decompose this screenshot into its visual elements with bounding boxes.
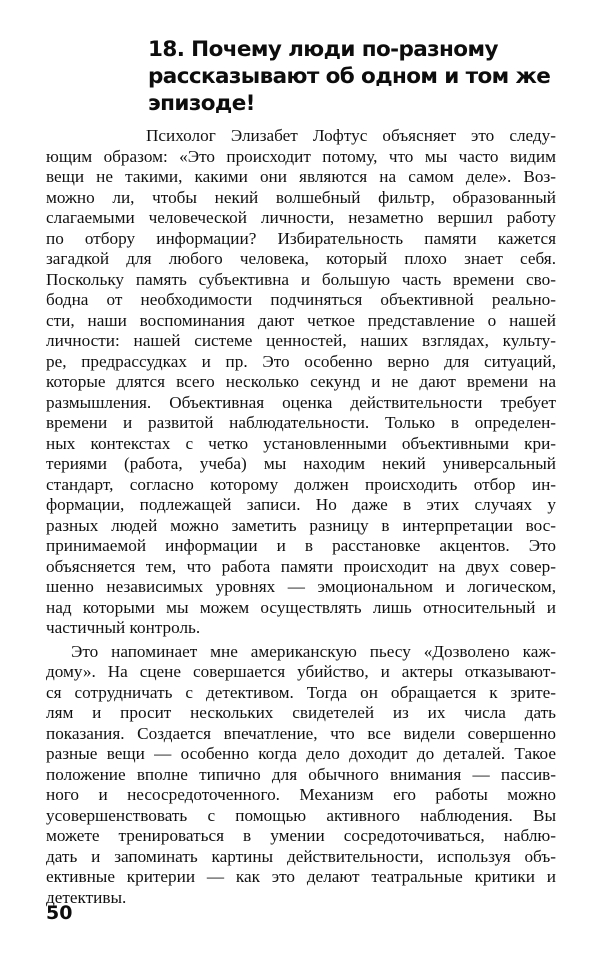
text-line: стандарт, согласно которому должен происходить отбор ин- [46,474,556,494]
text-line: ся сотрудничать с детективом. Тогда он обращается к зрите- [46,682,556,702]
text-line: можно ли, чтобы некий волшебный фильтр, образованный [46,187,556,207]
page-number: 50 [46,902,73,924]
text-line: загадкой для любого человека, который плохо знает себя. [46,249,556,268]
heading-line: 18. Почему люди по-разному [148,37,498,62]
text-line: ющим образом: «Это происходит потому, что мы часто видим [46,146,556,166]
text-line: положение вполне типично для обычного внимания — пассив- [46,764,556,784]
text-line: дать и запоминать картины действительности, используя объ- [46,846,556,866]
text-line: над которыми мы можем осуществлять лишь относительный и [46,597,556,617]
text-line: териями (работа, учеба) мы находим некий универсальный [46,454,556,473]
text-line: лям и просит нескольких свидетелей из их числа дать [46,703,556,722]
text-line: частичный контроль. [46,618,201,637]
text-line: ективные критерии — как это делают театральные критики и [46,867,556,886]
text-line: шенно независимых уровнях — эмоциональном и логическом, [46,577,556,596]
text-line: слагаемыми человеческой личности, незаметно вершил работу [46,208,556,227]
text-line: Психолог Элизабет Лофтус объясняет это следу- [146,126,556,145]
text-line: Поскольку память субъективна и большую часть времени сво- [46,269,556,289]
text-line: сти, наши воспоминания дают четкое представление о нашей [46,310,556,330]
text-line: можете тренироваться в умении сосредоточиваться, наблю- [46,826,556,845]
text-line: ного и несосредоточенного. Механизм его работы можно [46,785,556,804]
text-line: детективы. [46,887,127,907]
text-line: личности: нашей системе ценностей, наших взглядах, культу- [46,331,556,350]
body-text [46,126,556,908]
text-line: Это напоминает мне американскую пьесу «Дозволено каж- [71,641,556,661]
text-line: бодна от необходимости подчиняться объективной реально- [46,290,556,309]
section-heading [148,36,551,117]
paragraph-1 [46,126,556,639]
text-line: размышления. Объективная оценка действительности требует [46,392,556,412]
text-line: которые длятся всего несколько секунд и не дают времени на [46,372,556,391]
heading-line: рассказывают об одном и том же [148,64,551,89]
text-line: усовершенствовать с помощью активного наблюдения. Вы [46,805,556,825]
text-line: формации, подлежащей записи. Но даже в этих случаях у [46,495,556,514]
text-line: ных контекстах с четко установленными объективными кри- [46,433,556,453]
text-line: времени и развитой наблюдательности. Только в определен- [46,413,556,432]
text-line: принимаемой информации и в расстановке акцентов. Это [46,536,556,555]
text-line: разные вещи — особенно когда дело доходит до деталей. Такое [46,744,556,763]
paragraph-2 [46,642,556,909]
text-line: ре, предрассудках и пр. Это особенно верно для ситуаций, [46,351,556,371]
text-line: вещи не такими, какими они являются на самом деле». Воз- [46,167,556,186]
text-line: показания. Создается впечатление, что все видели совершенно [46,723,556,743]
heading-line: эпизоде! [148,91,255,116]
text-line: разных людей можно заметить разницу в интерпретации вос- [46,515,556,535]
text-line: дому». На сцене совершается убийство, и актеры отказывают- [46,662,556,681]
text-line: объясняется тем, что работа памяти происходит на двух совер- [46,556,556,576]
text-line: по отбору информации? Избирательность памяти кажется [46,228,556,248]
